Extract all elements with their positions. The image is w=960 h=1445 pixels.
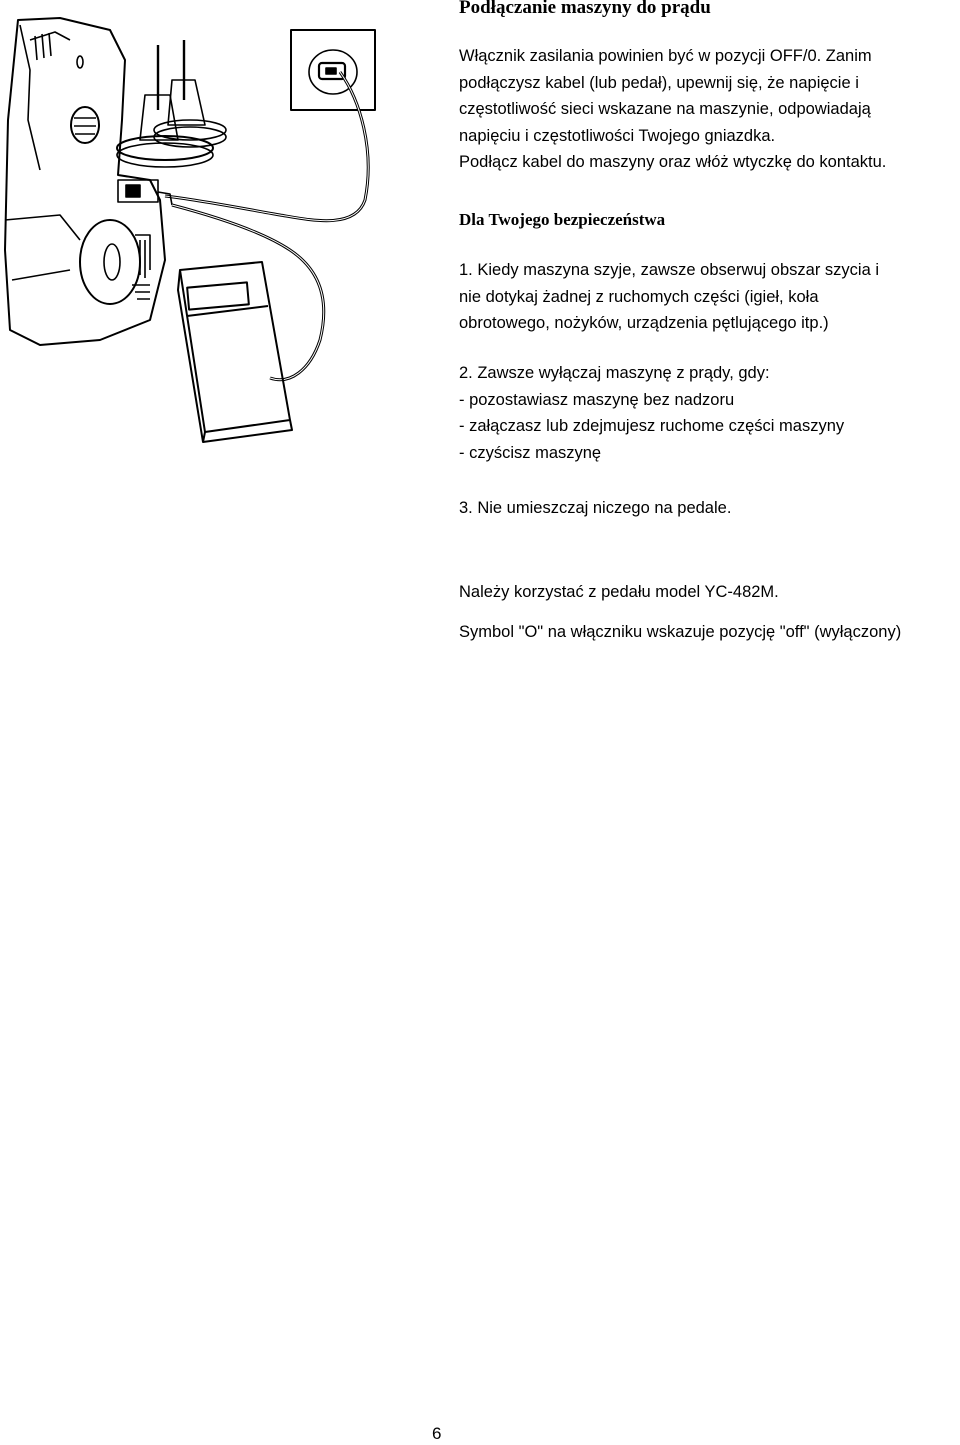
machine-connection-illustration	[0, 0, 450, 450]
intro-line: częstotliwość sieci wskazane na maszynie, odpowiadają	[459, 100, 871, 118]
page-number: 6	[432, 1424, 442, 1443]
intro-line: napięciu i częstotliwości Twojego gniazdka.	[459, 126, 776, 145]
safety-item-2-line: 2. Zawsze wyłączaj maszynę z prądy, gdy:	[459, 364, 770, 382]
safety-item-2-line: - czyścisz maszynę	[459, 443, 602, 462]
safety-item-1	[459, 257, 879, 337]
safety-item-1-line: 1. Kiedy maszyna szyje, zawsze obserwuj obszar szycia i	[459, 261, 879, 279]
safety-item-3: 3. Nie umieszczaj niczego na pedale.	[459, 499, 732, 517]
intro-line: Podłącz kabel do maszyny oraz włóż wtyczkę do kontaktu.	[459, 153, 887, 171]
intro-line: Włącznik zasilania powinien być w pozycji OFF/0. Zanim	[459, 47, 872, 65]
safety-item-2-line: - załączasz lub zdejmujesz ruchome części maszyny	[459, 417, 845, 435]
safety-heading: Dla Twojego bezpieczeństwa	[459, 210, 666, 229]
page-title: Podłączanie maszyny do prądu	[459, 0, 711, 18]
sewing-machine-icon	[5, 18, 226, 345]
intro-paragraph	[459, 43, 886, 176]
safety-item-1-line: nie dotykaj żadnej z ruchomych części (igieł, koła	[459, 287, 819, 306]
safety-item-2-line: - pozostawiasz maszynę bez nadzoru	[459, 390, 735, 409]
wall-socket-icon	[291, 30, 375, 110]
pedal-model-note: Należy korzystać z pedału model YC-482M.	[459, 583, 779, 601]
foot-pedal-icon	[178, 262, 292, 442]
safety-item-1-line: obrotowego, nożyków, urządzenia pętlującego itp.)	[459, 314, 829, 332]
switch-symbol-note: Symbol "O" na włączniku wskazuje pozycję "off" (wyłączony)	[459, 623, 902, 641]
safety-item-2	[459, 360, 844, 466]
intro-line: podłączysz kabel (lub pedał), upewnij się, że napięcie i	[459, 73, 859, 92]
